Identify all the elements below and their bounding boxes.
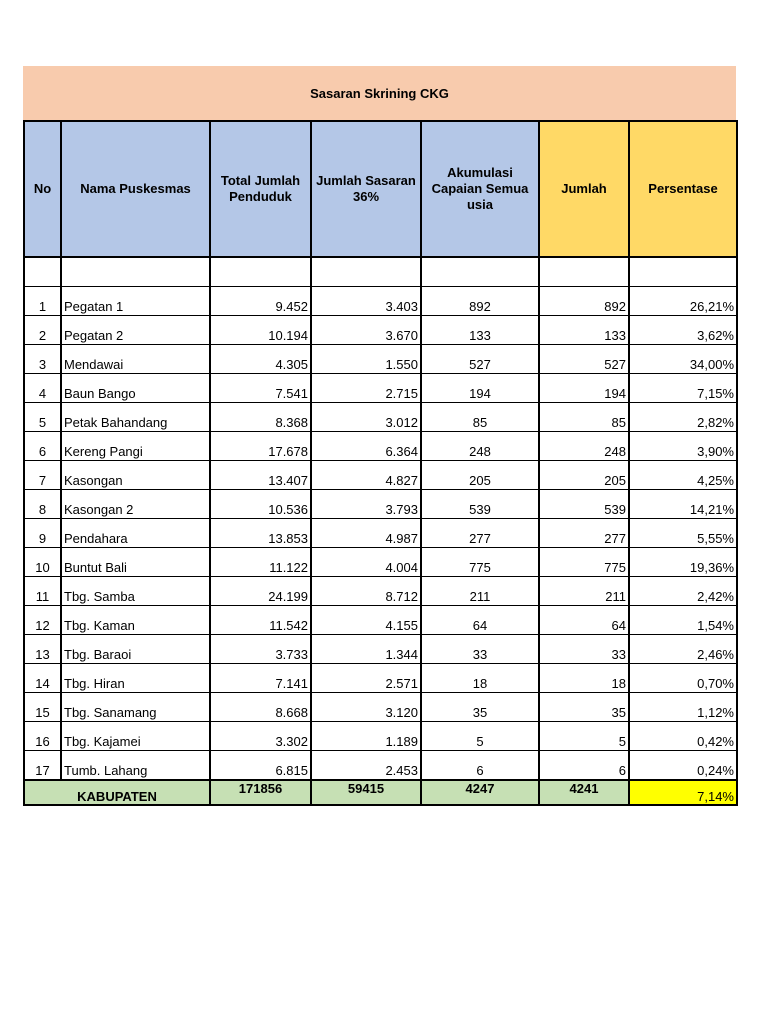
row-percentage: 0,70% [629,664,737,693]
row-target: 3.012 [311,403,421,432]
total-accumulation: 4247 [421,780,539,805]
row-percentage: 7,15% [629,374,737,403]
row-accumulation: 248 [421,432,539,461]
header-no: No [24,121,61,257]
row-total-population: 7.541 [210,374,311,403]
total-target: 59415 [311,780,421,805]
row-accumulation: 205 [421,461,539,490]
row-number: 7 [24,461,61,490]
row-target: 4.987 [311,519,421,548]
row-puskesmas-name: Tbg. Baraoi [61,635,210,664]
row-target: 1.189 [311,722,421,751]
row-percentage: 1,54% [629,606,737,635]
row-percentage: 4,25% [629,461,737,490]
row-jumlah: 277 [539,519,629,548]
row-accumulation: 133 [421,316,539,345]
row-jumlah: 35 [539,693,629,722]
row-total-population: 10.536 [210,490,311,519]
row-jumlah: 64 [539,606,629,635]
row-number: 10 [24,548,61,577]
row-percentage: 1,12% [629,693,737,722]
row-percentage: 34,00% [629,345,737,374]
row-puskesmas-name: Tumb. Lahang [61,751,210,781]
row-jumlah: 5 [539,722,629,751]
row-puskesmas-name: Pegatan 1 [61,287,210,316]
total-label: KABUPATEN [24,780,210,805]
table-row [24,751,737,781]
table-row [24,403,737,432]
spreadsheet [23,66,736,806]
sheet-title: Sasaran Skrining CKG [23,66,736,120]
row-puskesmas-name: Mendawai [61,345,210,374]
row-percentage: 0,24% [629,751,737,781]
table-row [24,461,737,490]
row-target: 3.403 [311,287,421,316]
row-target: 6.364 [311,432,421,461]
table-row [24,606,737,635]
row-number: 4 [24,374,61,403]
row-accumulation: 33 [421,635,539,664]
row-percentage: 2,42% [629,577,737,606]
row-jumlah: 194 [539,374,629,403]
row-target: 2.715 [311,374,421,403]
row-accumulation: 892 [421,287,539,316]
row-percentage: 14,21% [629,490,737,519]
header-jumlah: Jumlah [539,121,629,257]
row-jumlah: 6 [539,751,629,781]
row-number: 6 [24,432,61,461]
total-population: 171856 [210,780,311,805]
row-accumulation: 35 [421,693,539,722]
header-total-population: Total Jumlah Penduduk [210,121,311,257]
row-puskesmas-name: Tbg. Samba [61,577,210,606]
header-row [24,121,737,257]
header-percentage: Persentase [629,121,737,257]
data-table [23,120,738,806]
header-target: Jumlah Sasaran 36% [311,121,421,257]
row-jumlah: 892 [539,287,629,316]
table-row [24,548,737,577]
row-total-population: 11.542 [210,606,311,635]
row-number: 14 [24,664,61,693]
row-percentage: 3,90% [629,432,737,461]
row-accumulation: 775 [421,548,539,577]
row-puskesmas-name: Buntut Bali [61,548,210,577]
row-jumlah: 248 [539,432,629,461]
table-row [24,345,737,374]
table-row [24,577,737,606]
row-target: 4.155 [311,606,421,635]
row-target: 1.550 [311,345,421,374]
row-total-population: 13.407 [210,461,311,490]
row-jumlah: 205 [539,461,629,490]
row-number: 3 [24,345,61,374]
row-puskesmas-name: Tbg. Sanamang [61,693,210,722]
row-percentage: 5,55% [629,519,737,548]
table-row [24,374,737,403]
row-number: 16 [24,722,61,751]
row-total-population: 7.141 [210,664,311,693]
row-accumulation: 211 [421,577,539,606]
row-target: 2.453 [311,751,421,781]
row-total-population: 3.302 [210,722,311,751]
row-target: 4.004 [311,548,421,577]
row-percentage: 26,21% [629,287,737,316]
row-total-population: 8.368 [210,403,311,432]
row-target: 1.344 [311,635,421,664]
row-jumlah: 18 [539,664,629,693]
header-name: Nama Puskesmas [61,121,210,257]
row-puskesmas-name: Pegatan 2 [61,316,210,345]
row-number: 11 [24,577,61,606]
table-row [24,664,737,693]
row-percentage: 3,62% [629,316,737,345]
table-row [24,316,737,345]
table-row [24,432,737,461]
row-number: 1 [24,287,61,316]
row-number: 2 [24,316,61,345]
row-total-population: 10.194 [210,316,311,345]
row-total-population: 3.733 [210,635,311,664]
row-accumulation: 18 [421,664,539,693]
row-percentage: 2,82% [629,403,737,432]
total-percentage: 7,14% [629,780,737,805]
total-jumlah: 4241 [539,780,629,805]
row-total-population: 11.122 [210,548,311,577]
row-number: 15 [24,693,61,722]
row-total-population: 8.668 [210,693,311,722]
row-jumlah: 211 [539,577,629,606]
row-puskesmas-name: Kasongan [61,461,210,490]
row-percentage: 2,46% [629,635,737,664]
row-number: 13 [24,635,61,664]
row-puskesmas-name: Baun Bango [61,374,210,403]
row-total-population: 24.199 [210,577,311,606]
row-accumulation: 527 [421,345,539,374]
row-jumlah: 527 [539,345,629,374]
table-row [24,722,737,751]
row-puskesmas-name: Tbg. Kaman [61,606,210,635]
table-row [24,287,737,316]
row-percentage: 19,36% [629,548,737,577]
row-puskesmas-name: Tbg. Hiran [61,664,210,693]
row-target: 8.712 [311,577,421,606]
row-accumulation: 277 [421,519,539,548]
row-target: 2.571 [311,664,421,693]
row-total-population: 17.678 [210,432,311,461]
row-number: 17 [24,751,61,781]
row-target: 3.670 [311,316,421,345]
table-row [24,693,737,722]
row-number: 5 [24,403,61,432]
row-target: 4.827 [311,461,421,490]
row-total-population: 4.305 [210,345,311,374]
row-puskesmas-name: Kereng Pangi [61,432,210,461]
row-accumulation: 85 [421,403,539,432]
row-puskesmas-name: Petak Bahandang [61,403,210,432]
row-puskesmas-name: Tbg. Kajamei [61,722,210,751]
row-percentage: 0,42% [629,722,737,751]
row-accumulation: 64 [421,606,539,635]
row-accumulation: 194 [421,374,539,403]
row-total-population: 9.452 [210,287,311,316]
table-row [24,490,737,519]
row-jumlah: 539 [539,490,629,519]
row-number: 12 [24,606,61,635]
row-jumlah: 33 [539,635,629,664]
row-jumlah: 775 [539,548,629,577]
row-puskesmas-name: Pendahara [61,519,210,548]
row-jumlah: 133 [539,316,629,345]
row-total-population: 6.815 [210,751,311,781]
row-total-population: 13.853 [210,519,311,548]
row-number: 9 [24,519,61,548]
row-accumulation: 6 [421,751,539,781]
table-row [24,635,737,664]
row-target: 3.120 [311,693,421,722]
row-puskesmas-name: Kasongan 2 [61,490,210,519]
header-accumulation: Akumulasi Capaian Semua usia [421,121,539,257]
row-accumulation: 539 [421,490,539,519]
row-number: 8 [24,490,61,519]
row-jumlah: 85 [539,403,629,432]
total-row [24,780,737,805]
table-row [24,519,737,548]
row-accumulation: 5 [421,722,539,751]
row-target: 3.793 [311,490,421,519]
